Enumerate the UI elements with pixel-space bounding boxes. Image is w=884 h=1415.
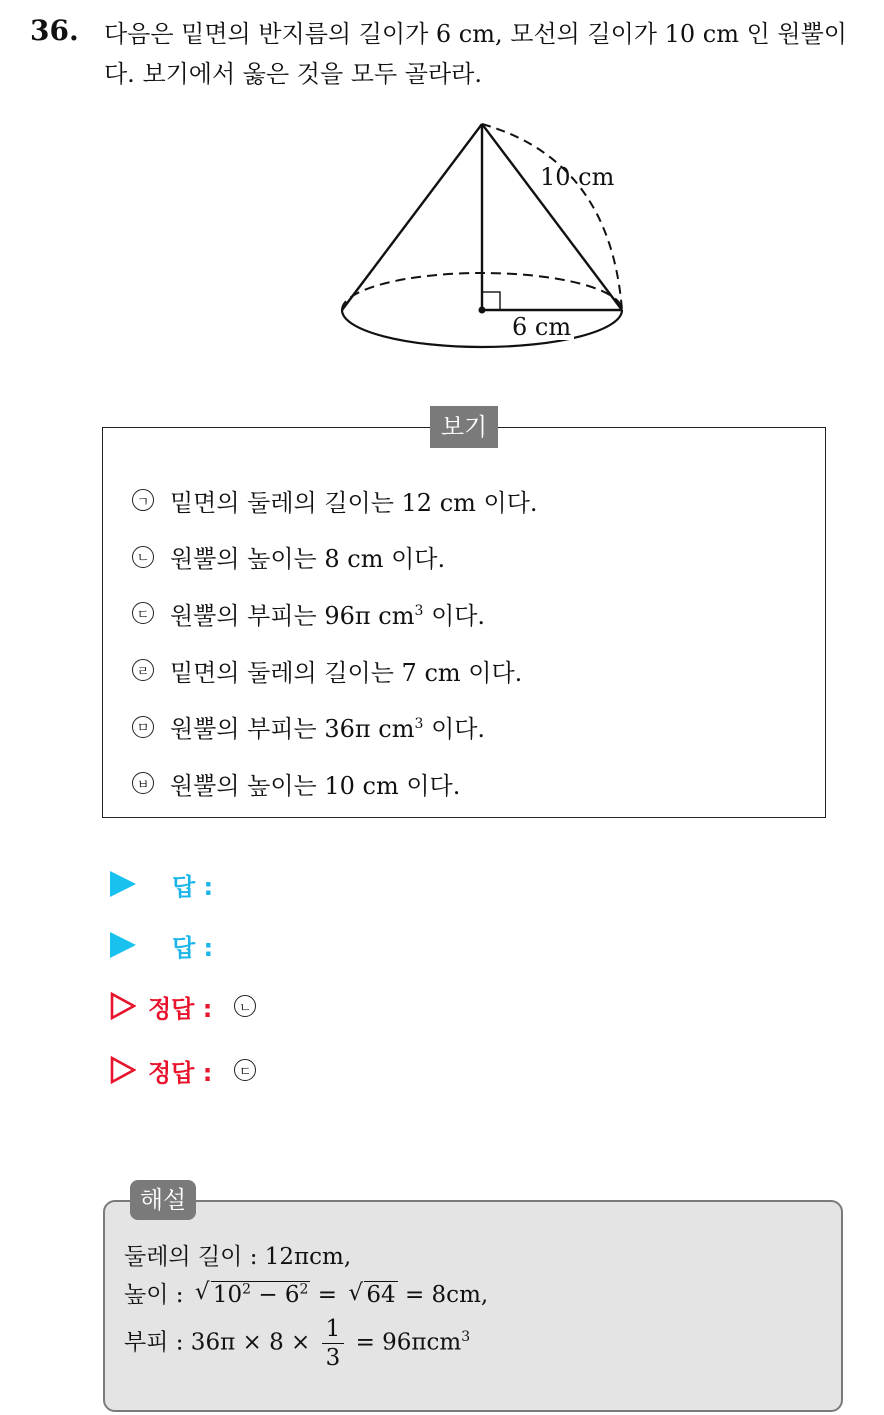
correct-label: 정답 : bbox=[148, 1058, 213, 1087]
right-angle-mark bbox=[482, 292, 500, 310]
choice-text: 원뿔의 높이는 8 cm 이다. bbox=[170, 545, 446, 574]
choice-text: 원뿔의 부피는 36π $cm^3$ 이다. bbox=[170, 715, 486, 744]
solution-title: 해설 bbox=[130, 1180, 196, 1220]
bogi-title: 보기 bbox=[430, 406, 498, 448]
correct-arrow-icon bbox=[110, 992, 136, 1020]
choice-text: 밑면의 둘레의 길이는 7 cm 이다. bbox=[170, 658, 523, 687]
solution-line-2: 높이 : √ $10^2 - 6^2$ = √ 64 = 8cm, bbox=[124, 1276, 488, 1309]
choice-mark: ㅁ bbox=[132, 716, 154, 738]
correct-answer-row-1 bbox=[110, 986, 256, 1026]
cone-figure bbox=[330, 110, 650, 360]
choice-item bbox=[132, 472, 538, 529]
answer-label: 답 : bbox=[172, 933, 214, 962]
choice-text: 원뿔의 부피는 96π $cm^3$ 이다. bbox=[170, 601, 486, 630]
choice-mark: ㄹ bbox=[132, 659, 154, 681]
choice-item bbox=[132, 755, 538, 812]
choice-text: 원뿔의 높이는 10 cm 이다. bbox=[170, 771, 461, 800]
correct-value: ㄴ bbox=[234, 995, 256, 1017]
radius-label: 6 cm bbox=[512, 313, 572, 341]
correct-arrow-icon bbox=[110, 1056, 136, 1084]
fraction-one-third: $\frac{1}{3}$ bbox=[322, 1315, 345, 1372]
correct-value: ㄷ bbox=[234, 1059, 256, 1081]
solution-line-1: 둘레의 길이 : 12πcm, bbox=[124, 1244, 352, 1270]
base-front-arc bbox=[342, 310, 622, 347]
choice-mark: ㅂ bbox=[132, 772, 154, 794]
answer-label: 답 : bbox=[172, 872, 214, 901]
choice-item bbox=[132, 585, 538, 642]
question-line-1: 다음은 밑면의 반지름의 길이가 6 cm, 모선의 길이가 10 cm 인 원뿔이 bbox=[104, 20, 847, 48]
question-text bbox=[104, 14, 874, 94]
choice-text: 밑면의 둘레의 길이는 12 cm 이다. bbox=[170, 488, 538, 517]
choice-mark: ㄷ bbox=[132, 602, 154, 624]
answer-arrow-icon bbox=[110, 871, 136, 897]
choice-mark: ㄱ bbox=[132, 489, 154, 511]
question-line-2: 다. 보기에서 옳은 것을 모두 골라라. bbox=[104, 60, 482, 88]
base-center-point bbox=[479, 307, 486, 314]
solution-line-3: 부피 : 36π × 8 × $\frac{1}{3}$ = 96πcm$^3$ bbox=[124, 1316, 471, 1371]
choice-item bbox=[132, 529, 538, 586]
slant-label: 10 cm bbox=[540, 163, 615, 191]
choice-item bbox=[132, 642, 538, 699]
correct-answer-row-2 bbox=[110, 1050, 256, 1090]
cone-right-edge bbox=[482, 124, 622, 310]
bogi-choice-list bbox=[132, 472, 538, 812]
question-number: 36. bbox=[30, 14, 79, 47]
sqrt-expression: √ $10^2 - 6^2$ bbox=[195, 1281, 311, 1308]
answer-row-1[interactable] bbox=[110, 864, 213, 904]
choice-item bbox=[132, 698, 538, 755]
sqrt-64: √ 64 bbox=[348, 1282, 397, 1308]
answer-row-2[interactable] bbox=[110, 925, 213, 965]
cone-left-edge bbox=[342, 124, 482, 310]
correct-label: 정답 : bbox=[148, 994, 213, 1023]
answer-arrow-icon bbox=[110, 932, 136, 958]
choice-mark: ㄴ bbox=[132, 546, 154, 568]
